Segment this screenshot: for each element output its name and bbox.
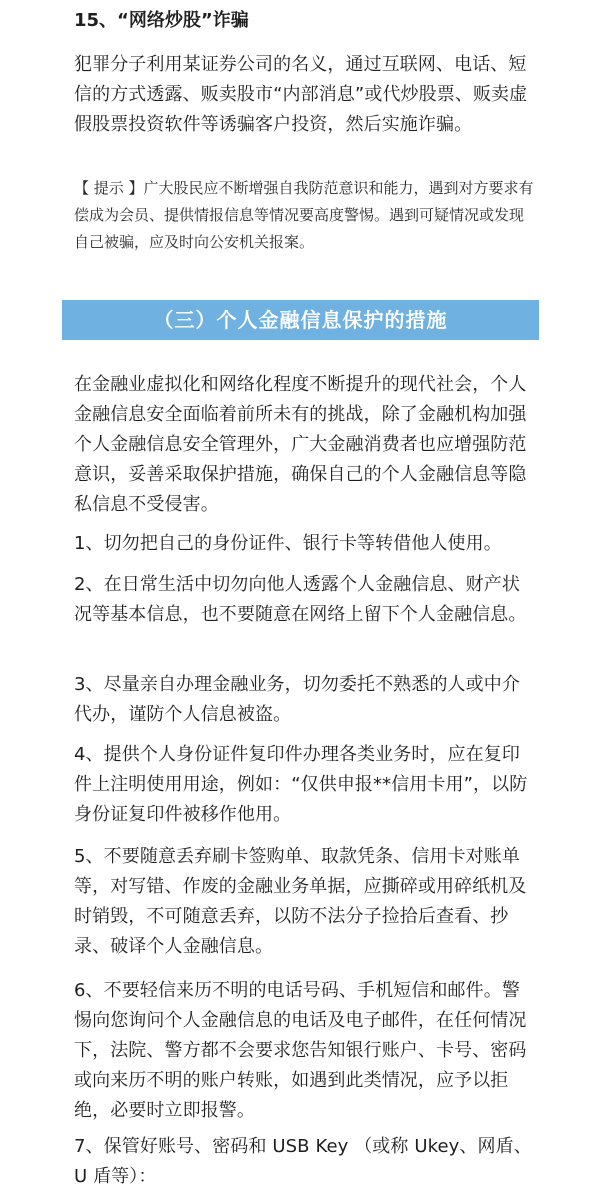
protection-item-4: 4、提供个人身份证件复印件办理各类业务时，应在复印件上注明使用用途，例如：“仅供申报**信用卡用”，以防身份证复印件被移作他用。 xyxy=(74,744,528,825)
protection-item-6: 6、不要轻信来历不明的电话号码、手机短信和邮件。警惕向您询问个人金融信息的电话及电子邮件，在任何情况下，法院、警方都不会要求您告知银行账户、卡号、密码或向来历不明的账户转账，如遇到此类情况，应予以拒绝，必要时立即报警。 xyxy=(74,980,527,1121)
fraud-15-tip: 【 提示 】广大股民应不断增强自我防范意识和能力，遇到对方要求有偿成为会员、提供情报信息等情况要高度警惕。遇到可疑情况或发现自己被骗，应及时向公安机关报案。 xyxy=(74,179,534,251)
protection-item-2: 2、在日常生活中切勿向他人透露个人金融信息、财产状况等基本信息，也不要随意在网络上留下个人金融信息。 xyxy=(74,574,527,625)
fraud-15-heading: 15、“网络炒股”诈骗 xyxy=(74,10,249,31)
protection-item-5: 5、不要随意丢弃刷卡签购单、取款凭条、信用卡对账单等，对写错、作废的金融业务单据，应撕碎或用碎纸机及时销毁，不可随意丢弃，以防不法分子捡拾后查看、抄录、破译个人金融信息。 xyxy=(74,846,527,957)
section-3-intro: 在金融业虚拟化和网络化程度不断提升的现代社会，个人金融信息安全面临着前所未有的挑战，除了金融机构加强个人金融信息安全管理外，广大金融消费者也应增强防范意识，妥善采取保护措施，确保自己的个人金融信息等隐私信息不受侵害。 xyxy=(74,374,527,515)
section-3-banner: （三）个人金融信息保护的措施 xyxy=(62,300,539,340)
protection-item-7: 7、保管好账号、密码和 USB Key （或称 Ukey、网盾、U 盾等）： xyxy=(74,1136,532,1187)
protection-item-1: 1、切勿把自己的身份证件、银行卡等转借他人使用。 xyxy=(74,533,502,554)
fraud-15-description: 犯罪分子利用某证券公司的名义，通过互联网、电话、短信的方式透露、贩卖股市“内部消息”或代炒股票、贩卖虚假股票投资软件等诱骗客户投资，然后实施诈骗。 xyxy=(74,54,528,135)
protection-item-3: 3、尽量亲自办理金融业务，切勿委托不熟悉的人或中介代办，谨防个人信息被盗。 xyxy=(74,674,520,725)
